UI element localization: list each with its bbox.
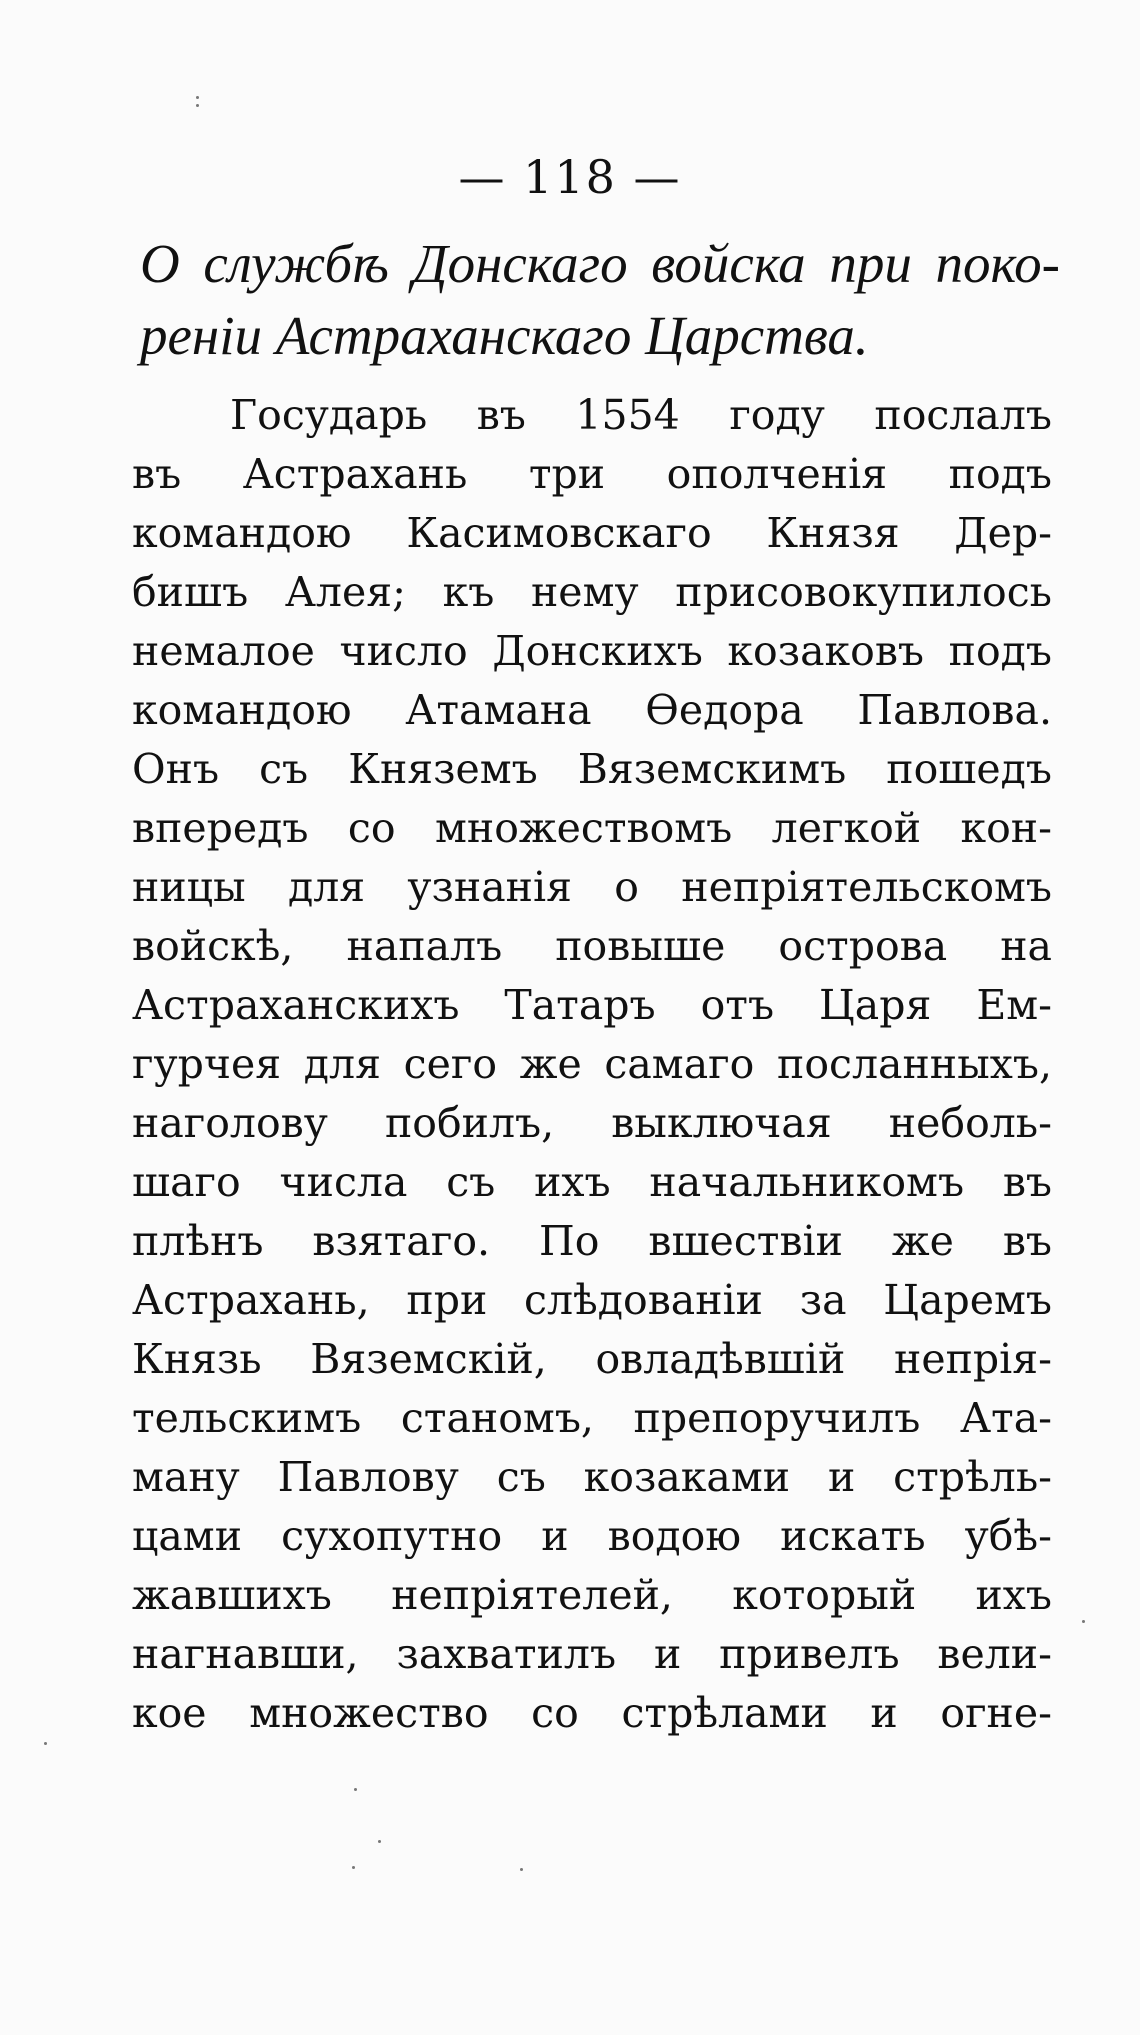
scan-speck bbox=[520, 1868, 523, 1871]
scan-speck bbox=[196, 104, 199, 107]
text-line: Астраханскихъ Татаръ отъ Царя Ем- bbox=[132, 981, 1052, 1029]
text-line: жавшихъ непріятелей, который ихъ bbox=[132, 1571, 1052, 1619]
text-line: Онъ съ Княземъ Вяземскимъ пошедъ bbox=[132, 745, 1052, 793]
text-line: ману Павлову съ козаками и стрѣль- bbox=[132, 1453, 1052, 1501]
scan-speck bbox=[196, 96, 199, 99]
scan-speck bbox=[354, 1788, 357, 1791]
text-line: командою Касимовскаго Князя Дер- bbox=[132, 509, 1052, 557]
text-line: ницы для узнанія о непріятельскомъ bbox=[132, 863, 1052, 911]
text-line: гурчея для сего же самаго посланныхъ, bbox=[132, 1040, 1052, 1088]
page-number: — 118 — bbox=[458, 150, 682, 204]
scan-speck bbox=[352, 1866, 355, 1869]
text-line: цами сухопутно и водою искать убѣ- bbox=[132, 1512, 1052, 1560]
text-line: кое множество со стрѣлами и огне- bbox=[132, 1689, 1052, 1737]
heading-line: О службѣ Донскаго войска при поко- bbox=[140, 233, 1060, 294]
text-line: плѣнъ взятаго. По вшествіи же въ bbox=[132, 1217, 1052, 1265]
text-line: войскѣ, напалъ повыше острова на bbox=[132, 922, 1052, 970]
text-line: впередъ со множествомъ легкой кон- bbox=[132, 804, 1052, 852]
body-text bbox=[132, 386, 1052, 1743]
section-heading bbox=[140, 228, 1060, 372]
scan-speck bbox=[378, 1840, 381, 1843]
text-line: нагнавши, захватилъ и привелъ вели- bbox=[132, 1630, 1052, 1678]
text-line: немалое число Донскихъ козаковъ подъ bbox=[132, 627, 1052, 675]
text-line: Князь Вяземскій, овладѣвшій непрія- bbox=[132, 1335, 1052, 1383]
text-line: Астрахань, при слѣдованіи за Царемъ bbox=[132, 1276, 1052, 1324]
text-line: наголову побилъ, выключая неболь- bbox=[132, 1099, 1052, 1147]
scan-speck bbox=[1082, 1620, 1085, 1623]
text-line: командою Атамана Өедора Павлова. bbox=[132, 686, 1052, 734]
heading-line: реніи Астраханскаго Царства. bbox=[140, 305, 869, 366]
text-line: шаго числа съ ихъ начальникомъ въ bbox=[132, 1158, 1052, 1206]
scan-speck bbox=[44, 1742, 47, 1745]
text-line: бишъ Алея; къ нему присовокупилось bbox=[132, 568, 1052, 616]
text-line: тельскимъ станомъ, препоручилъ Ата- bbox=[132, 1394, 1052, 1442]
text-line: въ Астрахань три ополченія подъ bbox=[132, 450, 1052, 498]
text-line: Государь въ 1554 году послалъ bbox=[230, 391, 1052, 439]
